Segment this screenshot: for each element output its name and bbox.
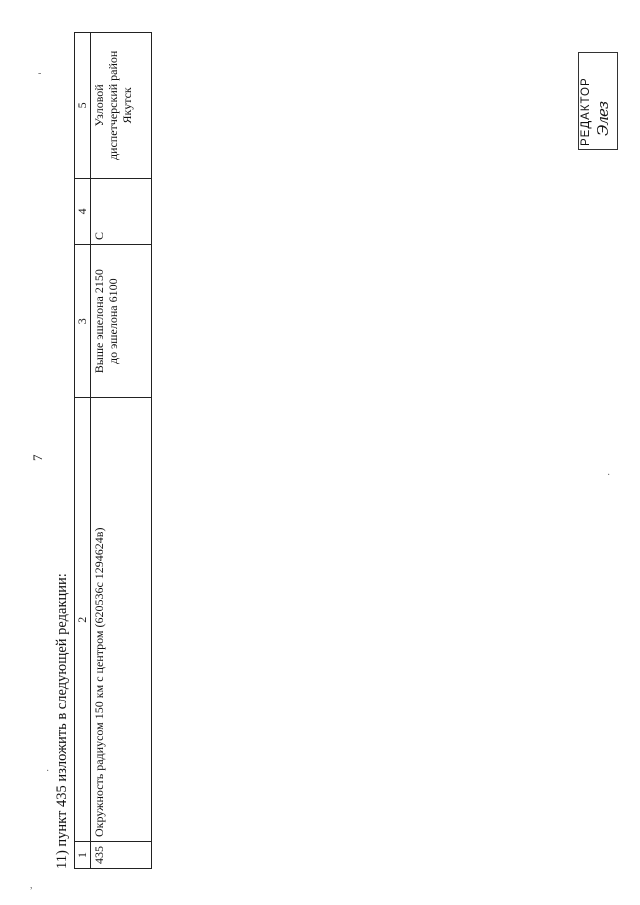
- intro-text: 11) пункт 435 изложить в следующей редакции:: [54, 573, 70, 869]
- stamp-label: РЕДАКТОР: [580, 77, 592, 146]
- amendment-table: [74, 32, 152, 869]
- editor-stamp: [578, 52, 618, 150]
- row-description: Окружность радиусом 150 км с центром (620536с 1294624в): [91, 398, 152, 842]
- row-class: С: [91, 178, 152, 244]
- altitude-line-1: Выше эшелона 2150: [92, 269, 106, 374]
- unit-line-1: Узловой: [92, 84, 106, 127]
- table-row: [91, 33, 152, 869]
- scan-speck: ·: [46, 766, 50, 777]
- unit-line-2: диспетчерский район: [106, 50, 120, 161]
- stamp-signature: Элез: [594, 101, 612, 136]
- row-altitude: [91, 244, 152, 397]
- row-unit: [91, 33, 152, 179]
- header-col-4: 4: [75, 178, 91, 244]
- scan-speck: ·: [607, 470, 611, 481]
- unit-line-3: Якутск: [120, 87, 134, 124]
- altitude-line-2: до эшелона 6100: [106, 278, 120, 364]
- scan-speck: ,: [30, 880, 33, 891]
- header-col-1: 1: [75, 842, 91, 869]
- table-header-row: [75, 33, 91, 869]
- page-number: 7: [30, 454, 45, 461]
- header-col-5: 5: [75, 33, 91, 179]
- scan-speck: -: [38, 68, 42, 79]
- header-col-2: 2: [75, 398, 91, 842]
- header-col-3: 3: [75, 244, 91, 397]
- row-number: 435: [91, 842, 152, 869]
